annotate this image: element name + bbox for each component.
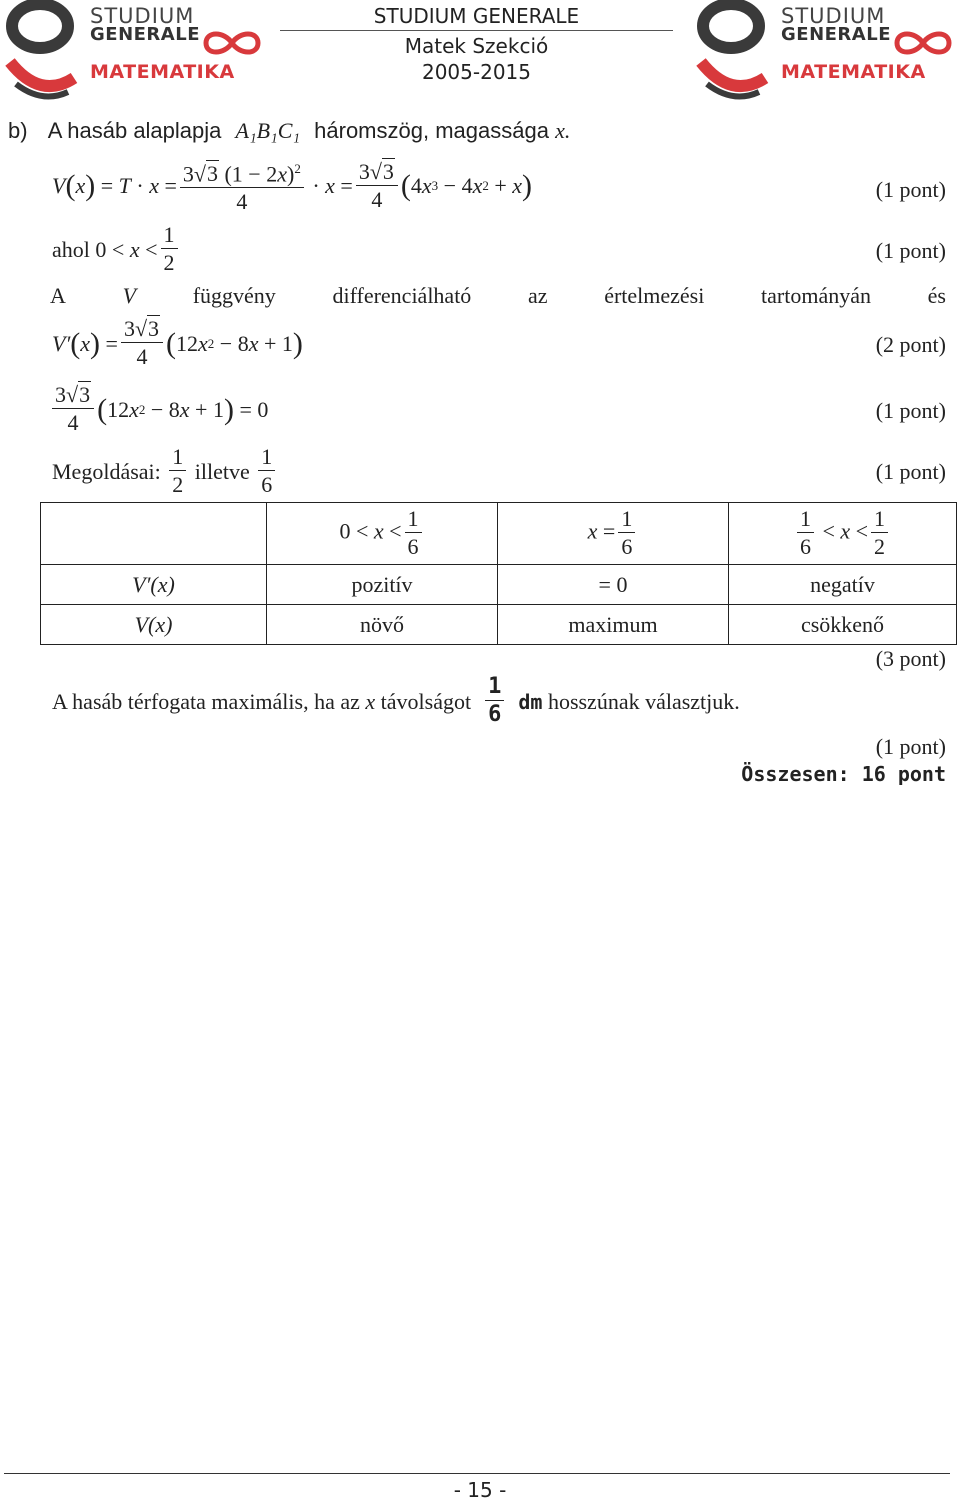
word: tartományán bbox=[761, 283, 871, 308]
footer-divider bbox=[4, 1473, 950, 1474]
logo-generale: GENERALE bbox=[90, 24, 200, 45]
intro-var: x. bbox=[555, 118, 571, 143]
cell: = 0 bbox=[498, 565, 729, 605]
total-points: Összesen: 16 pont bbox=[741, 762, 946, 786]
ahol-text: ahol bbox=[52, 236, 90, 262]
intro-rest: háromszög, magassága bbox=[314, 118, 549, 143]
word: A bbox=[50, 283, 66, 308]
cell: pozitív bbox=[267, 565, 498, 605]
illetve-text: illetve bbox=[194, 458, 250, 484]
logo-studium: STUDIUM bbox=[781, 4, 886, 28]
header-center bbox=[280, 4, 673, 84]
header-subtitle: Matek Szekció bbox=[280, 30, 673, 58]
infinity-icon bbox=[893, 30, 953, 56]
header-years: 2005-2015 bbox=[421, 60, 531, 84]
points-table: (3 pont) bbox=[875, 646, 946, 671]
word: értelmezési bbox=[604, 283, 705, 308]
sign-table bbox=[40, 502, 957, 645]
row-label-function: V(x) bbox=[41, 605, 267, 645]
infinity-icon bbox=[202, 30, 262, 56]
volume-equation: V ( x ) = T · x = $\frac{3√3 (1 - 2x)^2}{4}$ · x = $\frac{3√3}{4}$ ( 4 x 3 − 4 x 2 + x ) bbox=[52, 156, 532, 216]
cell: növő bbox=[267, 605, 498, 645]
intro-text: A hasáb alaplapja bbox=[47, 118, 222, 143]
table-row bbox=[41, 565, 957, 605]
logo-emblem-icon bbox=[2, 0, 82, 100]
logo-matematika: MATEMATIKA bbox=[781, 61, 926, 83]
intro-base: A₁B₁C₁ bbox=[235, 118, 301, 143]
table-corner bbox=[41, 503, 267, 565]
conclusion-var: x bbox=[365, 688, 376, 714]
row-label-derivative: V′(x) bbox=[41, 565, 267, 605]
intro-line bbox=[8, 118, 570, 144]
solutions-label: Megoldásai: bbox=[52, 458, 161, 484]
points-eq1: (1 pont) bbox=[875, 177, 946, 202]
cell: maximum bbox=[498, 605, 729, 645]
points-conclusion: (1 pont) bbox=[875, 734, 946, 759]
differentiable-sentence bbox=[50, 283, 946, 309]
word: az bbox=[527, 283, 548, 308]
cell: csökkenő bbox=[729, 605, 957, 645]
table-row bbox=[41, 605, 957, 645]
conclusion-text: A hasáb térfogata maximális, ha az bbox=[52, 688, 360, 714]
solutions-line: Megoldásai: $\frac{1}{2}$ illetve $\frac{1}{6}$ bbox=[52, 444, 278, 499]
points-eq5: (1 pont) bbox=[875, 459, 946, 484]
conclusion-line: A hasáb térfogata maximális, ha az x távolságot $\frac{1}{6}$ dm hosszúnak választjuk. bbox=[52, 674, 740, 727]
logo-matematika: MATEMATIKA bbox=[90, 61, 235, 83]
conclusion-after: hosszúnak választjuk. bbox=[547, 688, 740, 714]
cell: negatív bbox=[729, 565, 957, 605]
interval-2: x = $\frac{1}{6}$ bbox=[498, 503, 729, 565]
points-eq2: (1 pont) bbox=[875, 238, 946, 263]
table-header-row bbox=[41, 503, 957, 565]
logo-emblem-icon bbox=[693, 0, 773, 100]
word: V bbox=[122, 283, 137, 308]
studium-generale-logo-right bbox=[693, 0, 958, 100]
domain-condition: ahol 0 < x < $\frac{1}{2}$ bbox=[52, 222, 181, 277]
conclusion-unit: dm bbox=[518, 689, 543, 714]
word: és bbox=[927, 283, 946, 308]
logo-studium: STUDIUM bbox=[90, 4, 195, 28]
logo-generale: GENERALE bbox=[781, 24, 891, 45]
points-eq3: (2 pont) bbox=[875, 332, 946, 357]
derivative-equation: V′ ( x ) = $\frac{3√3}{4}$ ( 12 x 2 − 8 x + 1 ) bbox=[52, 316, 303, 369]
page-number: - 15 - bbox=[453, 1478, 507, 1502]
derivative-zero-equation: $\frac{3√3}{4}$ ( 12 x 2 − 8 x + 1 ) = 0 bbox=[52, 382, 268, 437]
conclusion-mid: távolságot bbox=[380, 688, 472, 714]
points-eq4: (1 pont) bbox=[875, 398, 946, 423]
word: függvény bbox=[192, 283, 276, 308]
interval-1: 0 < x < $\frac{1}{6}$ bbox=[267, 503, 498, 565]
part-label: b) bbox=[8, 118, 28, 143]
studium-generale-logo-left bbox=[2, 0, 267, 100]
header-title: STUDIUM GENERALE bbox=[373, 4, 580, 28]
interval-3: $\frac{1}{6}$ < x < $\frac{1}{2}$ bbox=[729, 503, 957, 565]
word: differenciálható bbox=[332, 283, 472, 308]
